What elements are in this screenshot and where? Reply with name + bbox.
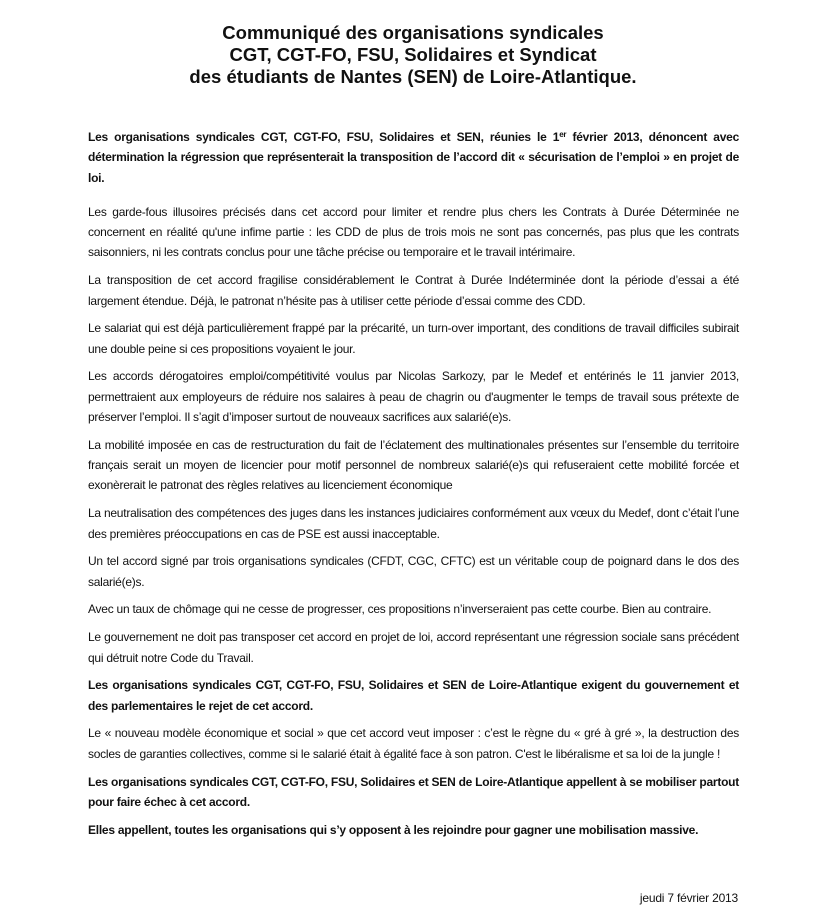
document-body bbox=[88, 127, 739, 847]
paragraph-cdi: La transposition de cet accord fragilise considérablement le Contrat à Durée Indéterminée dont la période d’essai a été largement étendue. Déjà, le patronat n’hésite pas à utiliser cette période d’essai comme des CDD. bbox=[88, 273, 739, 308]
title-line-2: CGT, CGT-FO, FSU, Solidaires et Syndicat bbox=[229, 44, 597, 65]
intro-text-start: Les organisations syndicales CGT, CGT-FO, FSU, Solidaires et SEN, réunies le 1 bbox=[88, 130, 560, 144]
demand-paragraph: Les organisations syndicales CGT, CGT-FO, FSU, Solidaires et SEN de Loire-Atlantique exigent du gouvernement et des parlementaires le rejet de cet accord. bbox=[88, 678, 739, 713]
paragraph-accords: Les accords dérogatoires emploi/compétitivité voulus par Nicolas Sarkozy, par le Medef et entérinés le 11 janvier 2013, permettraient aux employeurs de réduire nos salaires à peau de chagrin ou d'augmenter le temps de travail sous prétexte de préserver l’emploi. Il s’agit d’imposer surtout de nouveaux sacrifices aux salarié(e)s. bbox=[88, 369, 739, 425]
paragraph-juges: La neutralisation des compétences des juges dans les instances judiciaires conformément aux vœux du Medef, dont c’était l’une des premières préoccupations en cas de PSE est aussi inacceptable. bbox=[88, 506, 739, 541]
document-date: jeudi 7 février 2013 bbox=[639, 891, 738, 905]
intro-superscript: er bbox=[559, 130, 567, 139]
paragraph-cdd: Les garde-fous illusoires précisés dans cet accord pour limiter et rendre plus chers les Contrats à Durée Déterminée ne concernent en réalité qu'une infime partie : les CDD de plus de trois mois ne sont pas concernés, pas plus que les contrats saisonniers, ni les contrats conclus pour une tâche précise ou temporaire et le travail intérimaire. bbox=[88, 204, 739, 260]
title-line-1: Communiqué des organisations syndicales bbox=[222, 22, 604, 43]
paragraph-gouvernement: Le gouvernement ne doit pas transposer cet accord en projet de loi, accord représentant une régression sociale sans précédent qui détruit notre Code du Travail. bbox=[88, 630, 739, 665]
paragraph-mobilite: La mobilité imposée en cas de restructuration du fait de l’éclatement des multinationales présentes sur l’ensemble du territoire français serait un moyen de licencier pour motif personnel de nombreux salarié(e)s qui refuseraient cette mobilité forcée et exonèrerait le patronat des règles relatives au licenciement économique bbox=[88, 437, 739, 493]
title-line-3: des étudiants de Nantes (SEN) de Loire-Atlantique. bbox=[189, 66, 637, 87]
paragraph-salariat: Le salariat qui est déjà particulièrement frappé par la précarité, un turn-over important, des conditions de travail difficiles subirait une double peine si ces propositions voyaient le jour. bbox=[88, 321, 739, 356]
mobilise-paragraph: Les organisations syndicales CGT, CGT-FO, FSU, Solidaires et SEN de Loire-Atlantique appellent à se mobiliser partout pour faire échec à cet accord. bbox=[88, 774, 739, 809]
paragraph-chomage: Avec un taux de chômage qui ne cesse de progresser, ces propositions n’inverseraient pas cette courbe. Bien au contraire. bbox=[88, 602, 712, 617]
closing-paragraph: Elles appellent, toutes les organisations qui s’y opposent à les rejoindre pour gagner une mobilisation massive. bbox=[88, 822, 699, 837]
document-title bbox=[60, 22, 766, 88]
paragraph-accord-signe: Un tel accord signé par trois organisations syndicales (CFDT, CGC, CFTC) est un véritable coup de poignard dans le dos des salarié(e)s. bbox=[88, 554, 739, 589]
intro-paragraph bbox=[88, 127, 739, 188]
model-paragraph: Le « nouveau modèle économique et social » que cet accord veut imposer : c’est le règne du « gré à gré », la destruction des socles de garanties collectives, comme si le salarié était à égalité face à son patron. C'est le libéralisme et sa loi de la jungle ! bbox=[88, 726, 739, 761]
intro-text-end: février 2013, dénoncent avec détermination la régression que représenterait la transposition de l’accord dit « sécurisation de l’emploi » en projet de loi. bbox=[88, 130, 740, 185]
